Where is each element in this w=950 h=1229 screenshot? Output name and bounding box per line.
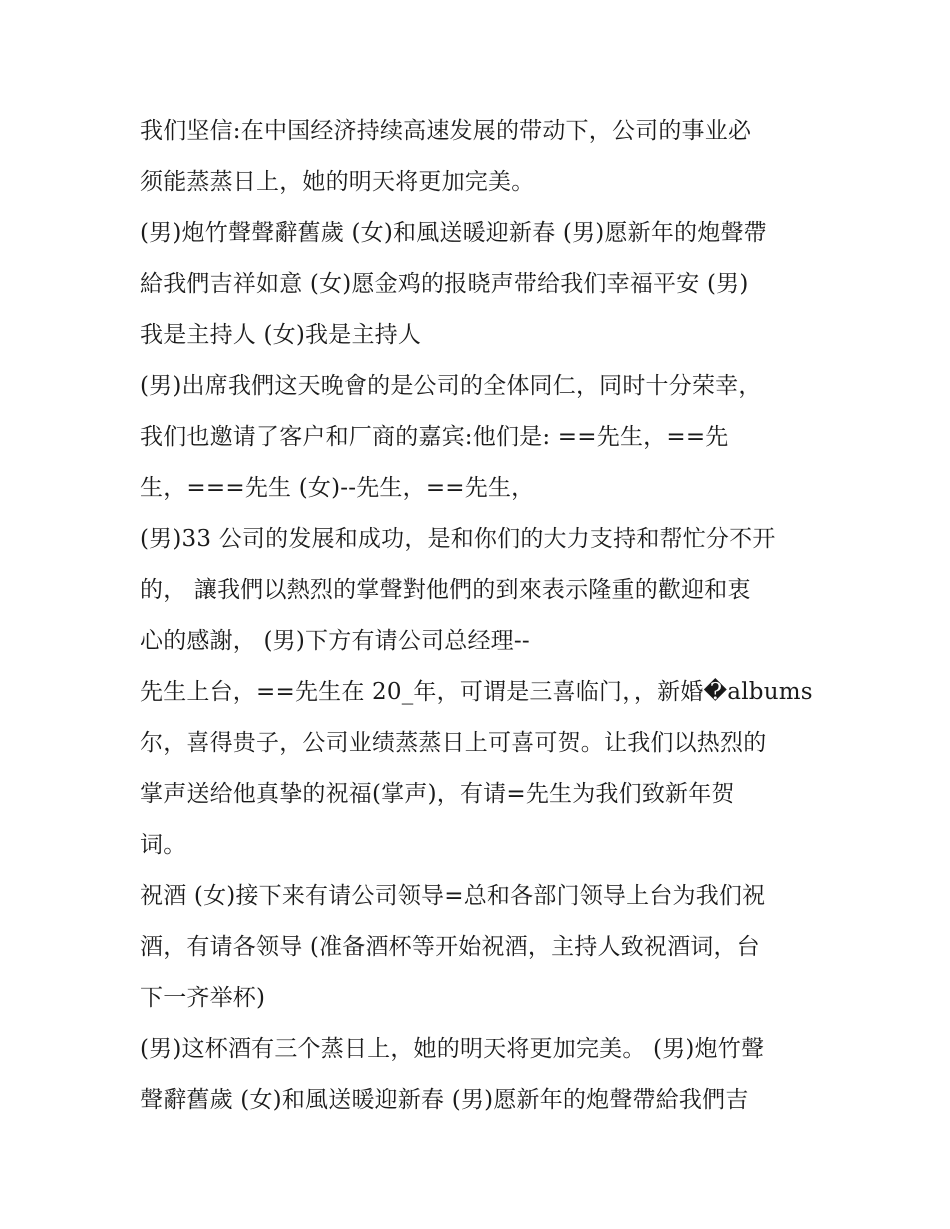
text-line: (男)出席我們这天晚會的是公司的全体同仁，同时十分荣幸， [140, 373, 762, 399]
text-line: 聲辭舊歲 (女)和風送暖迎新春 (男)愿新年的炮聲帶給我們吉 [140, 1087, 749, 1113]
text-line: (男)33 公司的发展和成功，是和你们的大力支持和帮忙分不开 [140, 526, 776, 552]
text-line: 先生上台，==先生在 20_年，可谓是三喜临门，，新婚�albums [140, 679, 813, 705]
text-line: 我是主持人 (女)我是主持人 [140, 322, 422, 348]
text-line: (男)这杯酒有三个蒸日上，她的明天将更加完美。 (男)炮竹聲 [140, 1036, 765, 1062]
text-line: 祝酒 (女)接下来有请公司领导=总和各部门领导上台为我们祝 [140, 883, 766, 909]
text-line: 尔，喜得贵子，公司业绩蒸蒸日上可喜可贺。让我们以热烈的 [140, 730, 767, 756]
text-line: 下一齐举杯) [140, 985, 266, 1011]
text-line: 我们也邀请了客户和厂商的嘉宾:他们是: ==先生，==先 [140, 424, 729, 450]
text-line: (男)炮竹聲聲辭舊歲 (女)和風送暖迎新春 (男)愿新年的炮聲帶 [140, 220, 767, 246]
text-line: 心的感謝， (男)下方有请公司总经理-- [140, 628, 530, 654]
document-body [140, 106, 820, 1126]
text-line: 生，===先生 (女)--先生，==先生， [140, 475, 535, 501]
text-line: 掌声送给他真挚的祝福(掌声)，有请=先生为我们致新年贺 [140, 781, 735, 807]
text-line: 給我們吉祥如意 (女)愿金鸡的报晓声带给我们幸福平安 (男) [140, 271, 749, 297]
text-line: 词。 [140, 832, 187, 858]
text-line: 的， 讓我們以熱烈的掌聲對他們的到來表示隆重的歡迎和衷 [140, 577, 751, 603]
text-line: 须能蒸蒸日上，她的明天将更加完美。 [140, 169, 535, 195]
text-line: 酒，有请各领导 (准备酒杯等开始祝酒，主持人致祝酒词，台 [140, 934, 760, 960]
text-line: 我们坚信:在中国经济持续高速发展的带动下，公司的事业必 [140, 118, 752, 144]
